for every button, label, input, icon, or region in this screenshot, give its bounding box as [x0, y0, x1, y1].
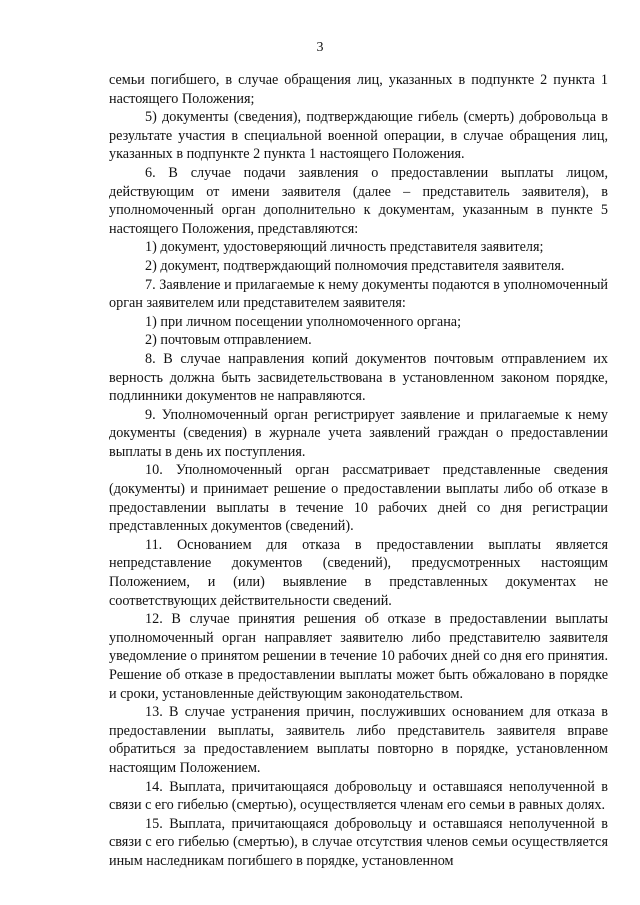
paragraph-7-item-2: 2) почтовым отправлением.	[145, 332, 312, 349]
paragraph-8: 8. В случае направления копий документов почтовым отправлением их верность должна быть засвидетельствована в установленном законом порядке, подлинники документов не направляются.	[109, 350, 608, 405]
paragraph-6-item-1: 1) документ, удостоверяющий личность представителя заявителя;	[145, 239, 544, 256]
paragraph-13: 13. В случае устранения причин, послуживших основанием для отказа в предоставлении выплаты, заявитель либо представитель заявителя вправе обратиться за предоставлением выплаты повторно в порядке, установленном настоящим Положением.	[109, 704, 608, 776]
paragraph-10: 10. Уполномоченный орган рассматривает представленные сведения (документы) и принимает решение о предоставлении выплаты либо об отказе в предоставлении выплаты в течение 10 рабочих дней со дня регистрации представленных документов (сведений).	[109, 462, 608, 535]
paragraph-9: 9. Уполномоченный орган регистрирует заявление и прилагаемые к нему документы (сведения) в журнале учета заявлений граждан о предоставлении выплаты в день их поступления.	[109, 406, 608, 460]
paragraph-item-5: 5) документы (сведения), подтверждающие гибель (смерть) добровольца в результате участия в специальной военной операции, в случае обращения лиц, указанных в подпункте 2 пункта 1 настоящего Положения.	[109, 109, 608, 163]
paragraph-6-item-2: 2) документ, подтверждающий полномочия представителя заявителя.	[145, 257, 565, 274]
page-number: 3	[316, 40, 324, 55]
paragraph-11: 11. Основанием для отказа в предоставлении выплаты является непредставление документов (сведений), предусмотренных настоящим Положением, и (или) выявление в представленных документах не соответствующих действительности сведений.	[109, 536, 608, 609]
paragraph-7: 7. Заявление и прилагаемые к нему документы подаются в уполномоченный орган заявителем или представителем заявителя:	[109, 276, 608, 312]
paragraph-6: 6. В случае подачи заявления о предоставлении выплаты лицом, действующим от имени заявителя (далее – представитель заявителя), в уполномоченный орган дополнительно к документам, указанным в пункте 5 настоящего Положения, представляются:	[109, 164, 608, 237]
paragraph-continuation: семьи погибшего, в случае обращения лиц, указанных в подпункте 2 пункта 1 настоящего Положения;	[109, 72, 608, 107]
paragraph-15: 15. Выплата, причитающаяся добровольцу и оставшаяся неполученной в связи с его гибелью (смертью), в случае отсутствия членов семьи осуществляется иным наследникам погибшего в порядке, установленном	[109, 815, 608, 869]
paragraph-14: 14. Выплата, причитающаяся добровольцу и оставшаяся неполученной в связи с его гибелью (смертью), осуществляется членам его семьи в равных долях.	[109, 778, 608, 814]
paragraph-12: 12. В случае принятия решения об отказе в предоставлении выплаты уполномоченный орган направляет заявителю либо представителю заявителя уведомление о принятом решении в течение 10 рабочих дней со дня его принятия. Решение об отказе в предоставлении выплаты может быть обжаловано в порядке и сроки, установленные действующим законодательством.	[109, 611, 608, 702]
paragraph-7-item-1: 1) при личном посещении уполномоченного органа;	[145, 313, 462, 330]
document-body	[109, 71, 608, 871]
